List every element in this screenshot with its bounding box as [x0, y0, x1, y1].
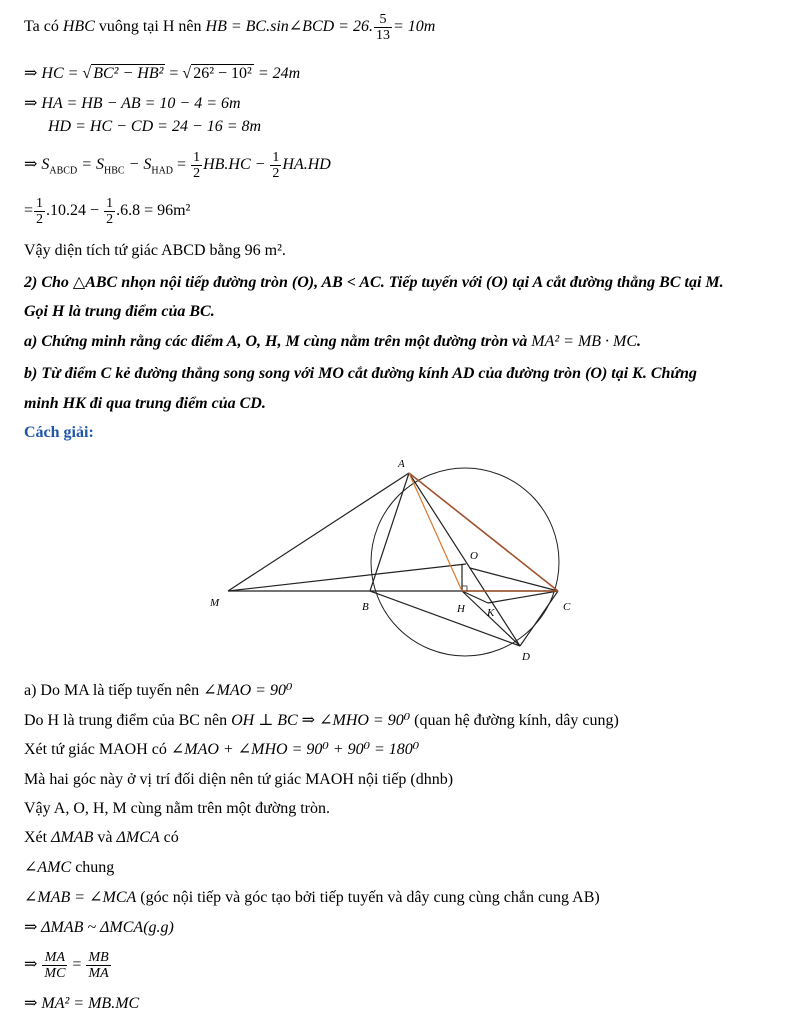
calc-line-ha: [24, 94, 241, 114]
segment-ad: [409, 473, 520, 646]
text: a) Do MA là tiếp tuyến nên: [24, 682, 200, 699]
radicand: 26² − 10²: [193, 65, 252, 82]
label-h: H: [457, 603, 465, 615]
formula: ∠AMC: [24, 859, 72, 876]
formula: HB = BC.sin∠BCD = 26.: [205, 18, 373, 36]
formula: =: [24, 202, 34, 220]
subscript: ABCD: [49, 165, 78, 177]
formula: =: [177, 156, 187, 174]
segment-kc: [488, 591, 558, 603]
solution-line-11: [24, 994, 139, 1014]
text: chung: [75, 859, 115, 876]
problem-2-line-1: 2) Cho △ABC nhọn nội tiếp đường tròn (O), AB < AC. Tiếp tuyến với (O) tại A cắt đường thẳng BC tại M.: [24, 274, 724, 291]
formula: .10.24 −: [46, 202, 100, 220]
formula: − S: [128, 156, 152, 174]
solution-line-9: [24, 918, 174, 938]
formula: OH ⊥ BC ⇒ ∠MHO = 90⁰: [231, 712, 411, 729]
solution-line-2: [24, 711, 619, 731]
subscript: HAD: [151, 165, 174, 177]
fraction: $\frac{5}{13}$: [375, 12, 390, 43]
formula: ∠MAO = 90⁰: [203, 682, 293, 699]
solution-line-5: Vậy A, O, H, M cùng nằm trên một đường tròn.: [24, 800, 330, 817]
calc-line-hd: [48, 117, 261, 137]
formula: ⇒: [24, 956, 38, 974]
label-b: B: [362, 601, 369, 613]
segment-ac: [409, 473, 558, 591]
problem-2b-line-2: minh HK đi qua trung điểm của CD.: [24, 395, 266, 412]
label-c: C: [563, 601, 571, 613]
triangle-name: HBC: [62, 18, 95, 36]
note: (quan hệ đường kính, dây cung): [414, 712, 619, 729]
radicand: BC² − HB²: [93, 65, 164, 82]
calc-line-hc: [24, 64, 300, 84]
text: Do H là trung điểm của BC nên: [24, 712, 228, 729]
label-k: K: [487, 607, 495, 619]
label-o: O: [470, 550, 478, 562]
solution-line-1: [24, 681, 292, 701]
label-d: D: [522, 651, 530, 663]
solution-line-10: [24, 950, 112, 981]
problem-2-line-2: Gọi H là trung điểm của BC.: [24, 303, 215, 320]
result: = 10m: [392, 18, 436, 36]
formula: ⇒ MA² = MB.MC: [24, 995, 140, 1012]
solution-heading: Cách giải:: [24, 424, 94, 441]
solution-line-8: [24, 888, 600, 908]
text: Xét tứ giác MAOH có: [24, 741, 167, 758]
circle-o: [371, 468, 559, 656]
result: = 24m: [257, 65, 301, 82]
subscript: HBC: [104, 165, 125, 177]
segment-cd: [520, 591, 558, 646]
solution-line-4: Mà hai góc này ở vị trí đối diện nên tứ giác MAOH nội tiếp (dhnb): [24, 771, 454, 788]
formula: HB.HC −: [203, 156, 266, 174]
formula: ⇒ HA = HB − AB = 10 − 4 = 6m: [24, 95, 241, 112]
text: vuông tại H nên: [98, 18, 202, 36]
fraction: $\frac{1}{2}$: [193, 150, 201, 181]
text: (góc nội tiếp và góc tạo bởi tiếp tuyến và dây cung cùng chắn cung AB): [140, 889, 600, 906]
geometry-figure: [200, 448, 600, 663]
label-a: A: [398, 458, 405, 470]
text: có: [163, 829, 179, 846]
conclusion: Vậy diện tích tứ giác ABCD bằng 96 m².: [24, 242, 286, 259]
formula: ⇒ ΔMAB ~ ΔMCA(g.g): [24, 919, 174, 936]
segment-bd: [370, 591, 520, 646]
fraction: $\frac{MA}{MC}$: [44, 950, 66, 981]
problem-2a: a) Chứng minh rằng các điểm A, O, H, M cùng nằm trên một đường tròn và MA² = MB · MC.: [24, 333, 642, 350]
formula: ΔMAB: [51, 829, 94, 846]
text: Xét: [24, 829, 48, 846]
formula: .6.8 = 96m²: [116, 202, 191, 220]
solution-line-6: [24, 828, 179, 848]
problem-2a-text: a) Chứng minh rằng các điểm A, O, H, M cùng nằm trên một đường tròn và: [24, 333, 528, 350]
fraction: $\frac{MB}{MA}$: [88, 950, 109, 981]
problem-2b-line-1: b) Từ điểm C kẻ đường thẳng song song với MO cắt đường kính AD của đường tròn (O) tại K. Chứng: [24, 365, 697, 382]
segment-hk: [462, 591, 488, 603]
fraction: $\frac{1}{2}$: [36, 196, 44, 227]
fraction: $\frac{1}{2}$: [106, 196, 114, 227]
solution-line-3: [24, 740, 419, 760]
formula: HD = HC − CD = 24 − 16 = 8m: [48, 118, 262, 135]
segment-ah: [409, 473, 462, 591]
formula: HA.HD: [282, 156, 331, 174]
formula: ⇒ S: [24, 156, 50, 174]
formula: =: [72, 956, 82, 974]
formula: ∠MAO + ∠MHO = 90⁰ + 90⁰ = 180⁰: [170, 741, 420, 758]
text: và: [97, 829, 113, 846]
formula-mid: = √: [169, 65, 192, 82]
formula: = S: [81, 156, 104, 174]
formula-prefix: ⇒ HC = √: [24, 65, 92, 82]
formula: ΔMCA: [116, 829, 160, 846]
label-m: M: [210, 597, 220, 609]
calc-line-area: [24, 150, 331, 181]
formula: ∠MAB = ∠MCA: [24, 889, 137, 906]
problem-2a-formula: MA² = MB · MC: [531, 333, 638, 350]
fraction: $\frac{1}{2}$: [272, 150, 280, 181]
calc-line-hb: [24, 12, 435, 43]
text-prefix: Ta có: [24, 18, 59, 36]
solution-line-7: [24, 858, 114, 878]
calc-line-area-value: [24, 196, 190, 227]
